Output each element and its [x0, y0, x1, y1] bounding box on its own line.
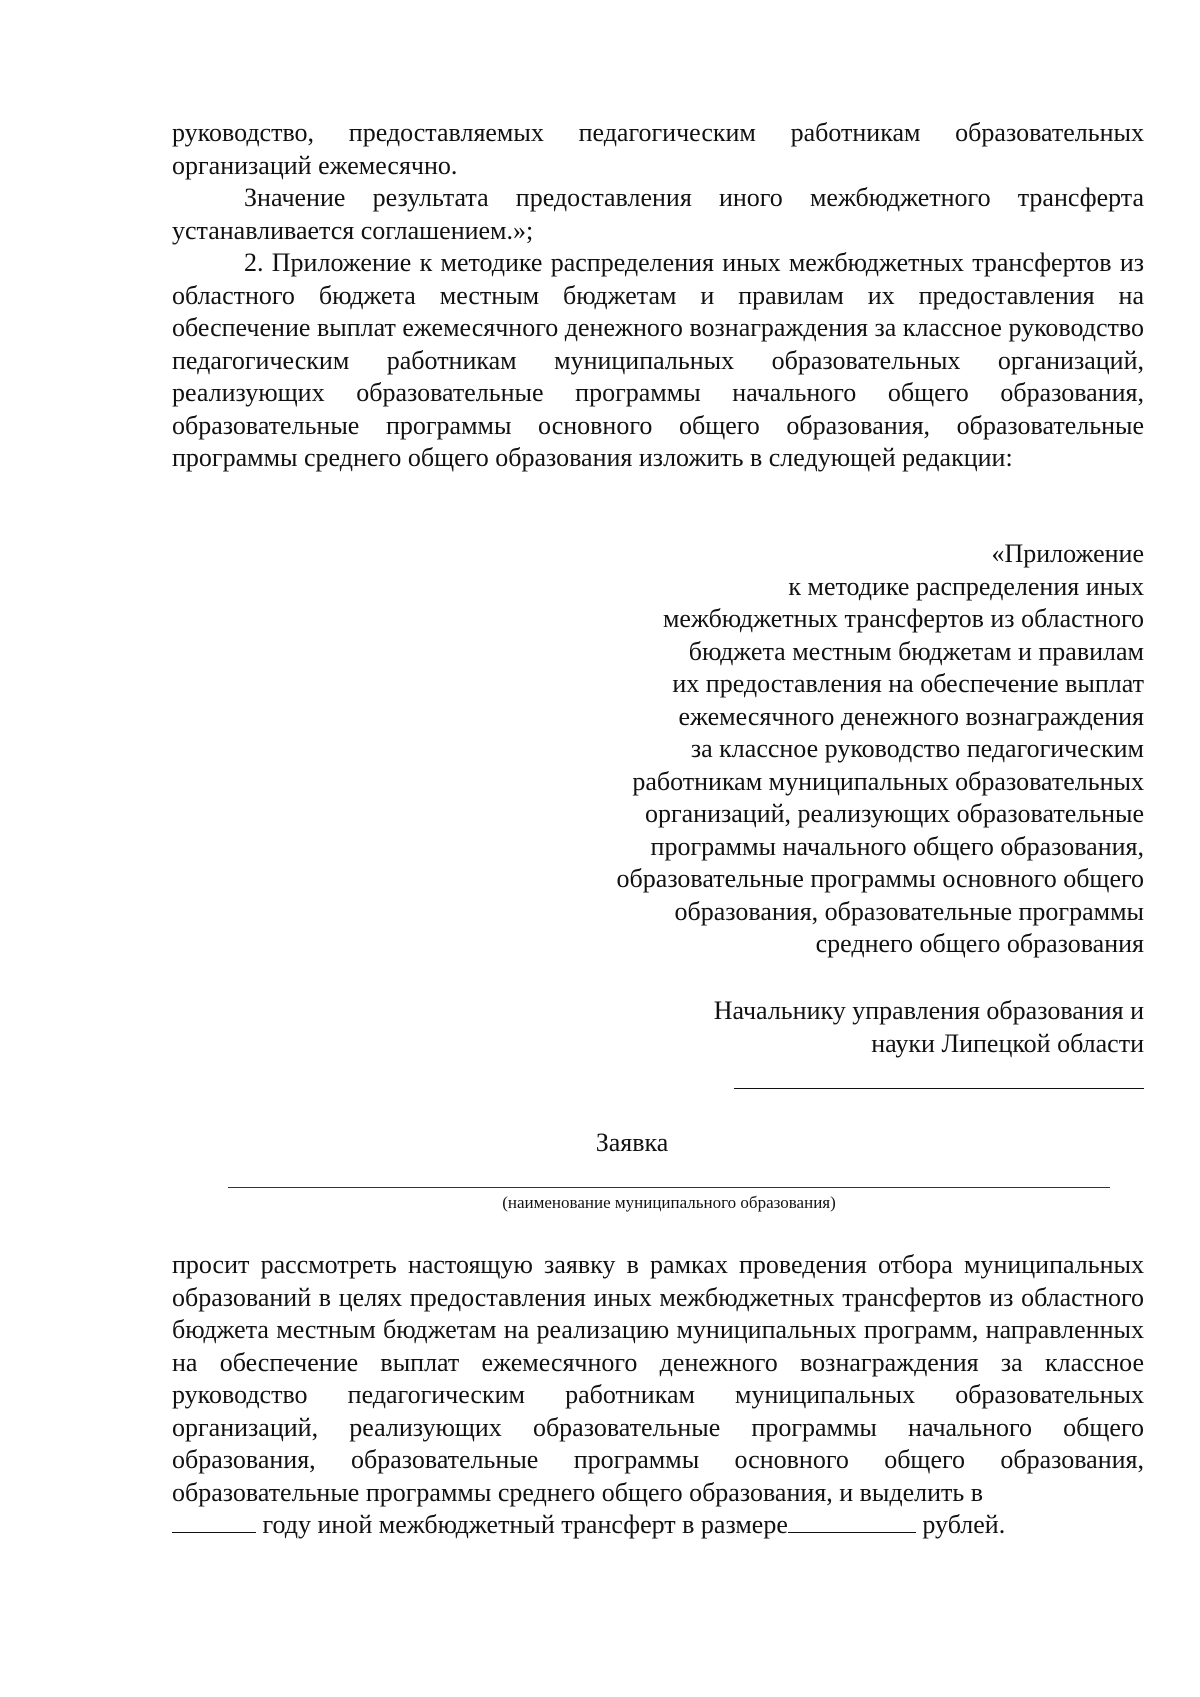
municipality-caption: (наименование муниципального образования) — [502, 1193, 836, 1212]
amount-blank — [788, 1531, 916, 1533]
appendix-line: программы начального общего образования, — [650, 831, 1144, 861]
request-amount-text: рублей. — [915, 1510, 1006, 1539]
addressee-blank-line — [734, 1088, 1144, 1089]
paragraph-continuation: руководство, предоставляемых педагогическим работникам образовательных организаций ежемесячно. — [172, 118, 1144, 180]
appendix-line: бюджета местным бюджетам и правилам — [688, 636, 1144, 666]
addressee-block — [544, 995, 1144, 1060]
municipality-blank-line — [228, 1187, 1110, 1188]
addressee-line: Начальнику управления образования и — [713, 996, 1144, 1025]
request-year-text: году иной межбюджетный трансферт в размере — [256, 1510, 788, 1539]
appendix-line: за классное руководство педагогическим — [690, 734, 1144, 763]
paragraph-result-value: Значение результата предоставления иного межбюджетного трансферта устанавливается соглашением.»; — [172, 183, 1144, 245]
appendix-line: организаций, реализующих образовательные — [644, 799, 1144, 828]
appendix-line: к методике распределения иных — [788, 571, 1144, 601]
appendix-line: работникам муниципальных образовательных — [632, 766, 1144, 796]
request-last-line — [172, 1509, 1144, 1542]
appendix-line: образовательные программы основного общего — [616, 864, 1144, 893]
addressee-line: науки Липецкой области — [871, 1028, 1144, 1058]
request-text — [172, 1249, 1144, 1542]
request-paragraph: просит рассмотреть настоящую заявку в рамках проведения отбора муниципальных образований в целях предоставления иных межбюджетных трансфертов из областного бюджета местным бюджетам на реализацию муниципальных программ, направленных на обеспечение выплат ежемесячного денежного вознаграждения за классное руководство педагогическим работникам муниципальных образовательных организаций, реализующих образовательные программы начального общего образования, образовательные программы основного общего образования, образовательные программы среднего общего образования, и выделить в — [172, 1250, 1144, 1507]
paragraph-item-2: 2. Приложение к методике распределения иных межбюджетных трансфертов из областного бюджета местным бюджетам и правилам их предоставления на обеспечение выплат ежемесячного денежного вознаграждения за классное руководство педагогическим работникам муниципальных образовательных организаций, реализующих образовательные программы начального общего образования, образовательные программы основного общего образования, образовательные программы среднего общего образования изложить в следующей редакции: — [172, 248, 1144, 472]
year-blank — [172, 1531, 256, 1533]
appendix-line: межбюджетных трансфертов из областного — [662, 604, 1144, 633]
appendix-line: ежемесячного денежного вознаграждения — [678, 701, 1144, 731]
appendix-header — [544, 538, 1144, 961]
amendment-text — [172, 117, 1144, 475]
appendix-line: «Приложение — [991, 539, 1144, 568]
appendix-line: среднего общего образования — [815, 929, 1144, 958]
appendix-line: их предоставления на обеспечение выплат — [672, 669, 1144, 698]
form-title: Заявка — [595, 1128, 669, 1157]
appendix-line: образования, образовательные программы — [674, 896, 1144, 926]
